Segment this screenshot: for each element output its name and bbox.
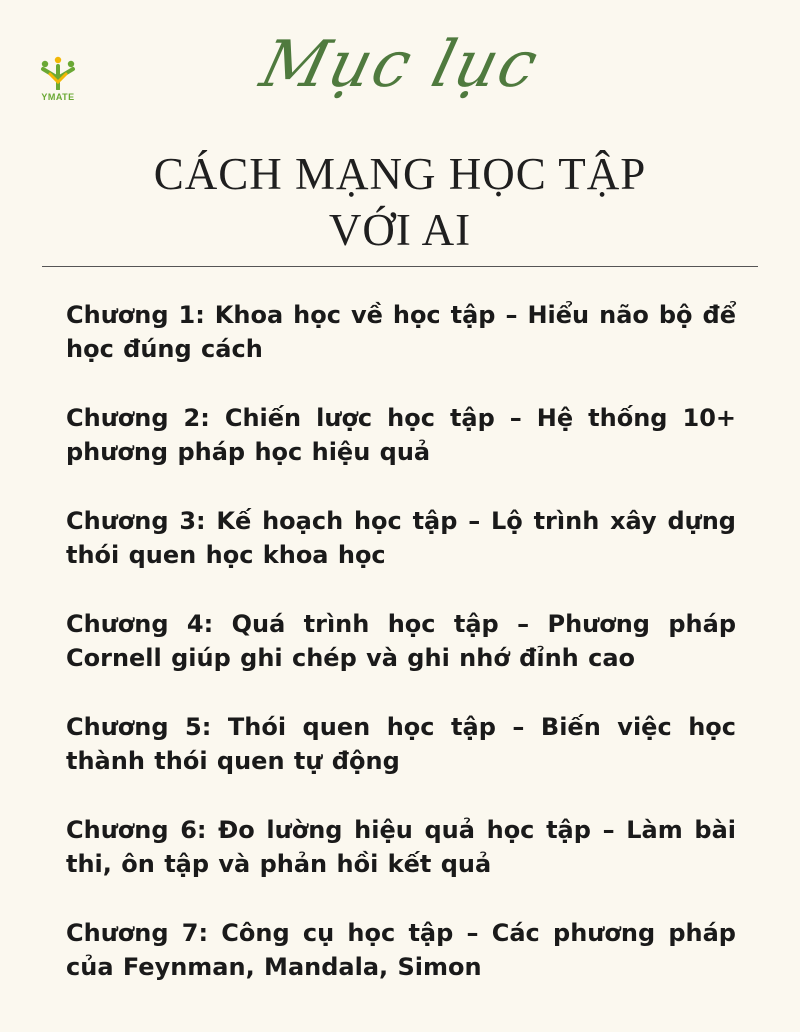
title-line-1: CÁCH MẠNG HỌC TẬP [153,149,647,199]
chapter-item: Chương 4: Quá trình học tập – Phương pháp Cornell giúp ghi chép và ghi nhớ đỉnh cao [66,610,736,672]
chapter-item: Chương 6: Đo lường hiệu quả học tập – Làm bài thi, ôn tập và phản hồi kết quả [66,816,736,878]
chapter-item: Chương 7: Công cụ học tập – Các phương pháp của Feynman, Mandala, Simon [66,919,736,981]
table-of-contents [66,298,736,1019]
chapter-item: Chương 2: Chiến lược học tập – Hệ thống 10+ phương pháp học hiệu quả [66,404,736,466]
page-title [0,146,800,258]
chapter-item: Chương 5: Thói quen học tập – Biến việc học thành thói quen tự động [66,713,736,775]
chapter-item: Chương 3: Kế hoạch học tập – Lộ trình xây dựng thói quen học khoa học [66,507,736,569]
script-title: Mục lục [253,28,547,102]
title-line-2: VỚI AI [328,205,472,255]
logo-text: YMATE [41,92,75,102]
divider [42,266,758,267]
chapter-item: Chương 1: Khoa học về học tập – Hiểu não bộ để học đúng cách [66,301,736,363]
